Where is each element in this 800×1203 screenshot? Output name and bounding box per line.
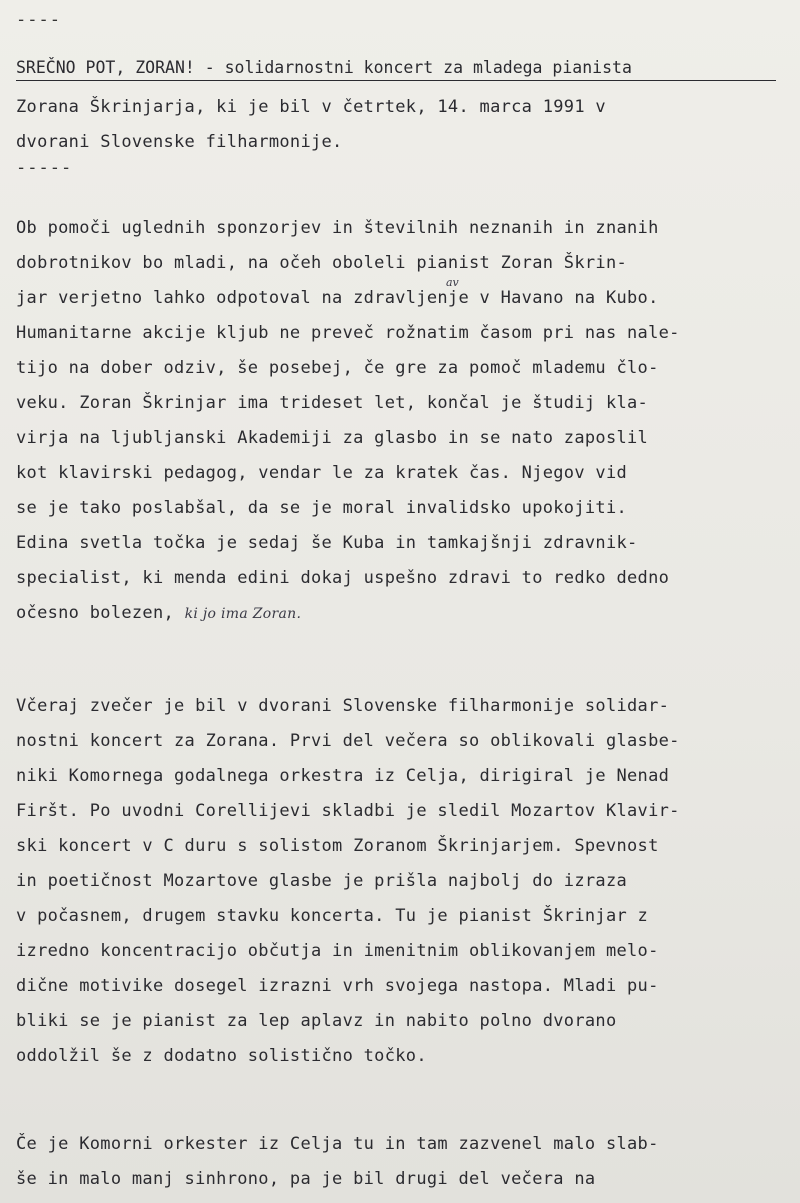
paragraph-line: Če je Komorni orkester iz Celja tu in tam zazvenel malo slab-: [16, 1134, 659, 1154]
paragraph-line: niki Komornega godalnega orkestra iz Celja, dirigiral je Nenad: [16, 766, 670, 786]
paragraph-line: kot klavirski pedagog, vendar le za kratek čas. Njegov vid: [16, 463, 628, 483]
paragraph-line: Humanitarne akcije kljub ne preveč rožnatim časom pri nas nale-: [16, 323, 680, 343]
top-dash: ----: [16, 10, 61, 30]
paragraph-line: Včeraj zvečer je bil v dvorani Slovenske filharmonije solidar-: [16, 696, 670, 716]
paragraph-line: Ob pomoči uglednih sponzorjev in številnih neznanih in znanih: [16, 218, 659, 238]
headline: SREČNO POT, ZORAN! - solidarnostni koncert za mladega pianista: [16, 58, 776, 81]
paragraph-line: tijo na dober odziv, še posebej, če gre za pomoč mlademu člo-: [16, 358, 659, 378]
paragraph-line: dobrotnikov bo mladi, na očeh oboleli pianist Zoran Škrin-: [16, 253, 628, 273]
paragraph-line: nostni koncert za Zorana. Prvi del večera so oblikovali glasbe-: [16, 731, 680, 751]
paragraph-line: jar verjetno lahko odpotoval na zdravljenje v Havano na Kubo.: [16, 288, 659, 308]
paragraph-line: v počasnem, drugem stavku koncerta. Tu je pianist Škrinjar z: [16, 906, 649, 926]
subheading-line: dvorani Slovenske filharmonije.: [16, 132, 343, 152]
subheading-line: Zorana Škrinjarja, ki je bil v četrtek, 14. marca 1991 v: [16, 97, 606, 117]
paragraph-line: virja na ljubljanski Akademiji za glasbo in se nato zaposlil: [16, 428, 649, 448]
paragraph-line: dične motivike dosegel izrazni vrh svojega nastopa. Mladi pu-: [16, 976, 659, 996]
paragraph-line: in poetičnost Mozartove glasbe je prišla najbolj do izraza: [16, 871, 628, 891]
paragraph-line: še in malo manj sinhrono, pa je bil drugi del večera na: [16, 1169, 596, 1189]
paragraph-line: se je tako poslabšal, da se je moral invalidsko upokojiti.: [16, 498, 628, 518]
paragraph-line: specialist, ki menda edini dokaj uspešno zdravi to redko dedno: [16, 568, 670, 588]
section-dash: -----: [16, 158, 73, 178]
paragraph-line: Firšt. Po uvodni Corellijevi skladbi je sledil Mozartov Klavir-: [16, 801, 680, 821]
handwritten-note: ki jo ima Zoran.: [184, 606, 302, 622]
paragraph-line: bliki se je pianist za lep aplavz in nabito polno dvorano: [16, 1011, 617, 1031]
paragraph-line: veku. Zoran Škrinjar ima trideset let, končal je študij kla-: [16, 393, 649, 413]
paragraph-line: Edina svetla točka je sedaj še Kuba in tamkajšnji zdravnik-: [16, 533, 638, 553]
paragraph-line: ski koncert v C duru s solistom Zoranom Škrinjarjem. Spevnost: [16, 836, 659, 856]
handwritten-insert: av: [446, 276, 459, 289]
paragraph-line-text: očesno bolezen,: [16, 603, 175, 623]
paragraph-line: [16, 602, 301, 625]
paragraph-line: izredno koncentracijo občutja in imenitnim oblikovanjem melo-: [16, 941, 659, 961]
paragraph-line: oddolžil še z dodatno solistično točko.: [16, 1046, 427, 1066]
